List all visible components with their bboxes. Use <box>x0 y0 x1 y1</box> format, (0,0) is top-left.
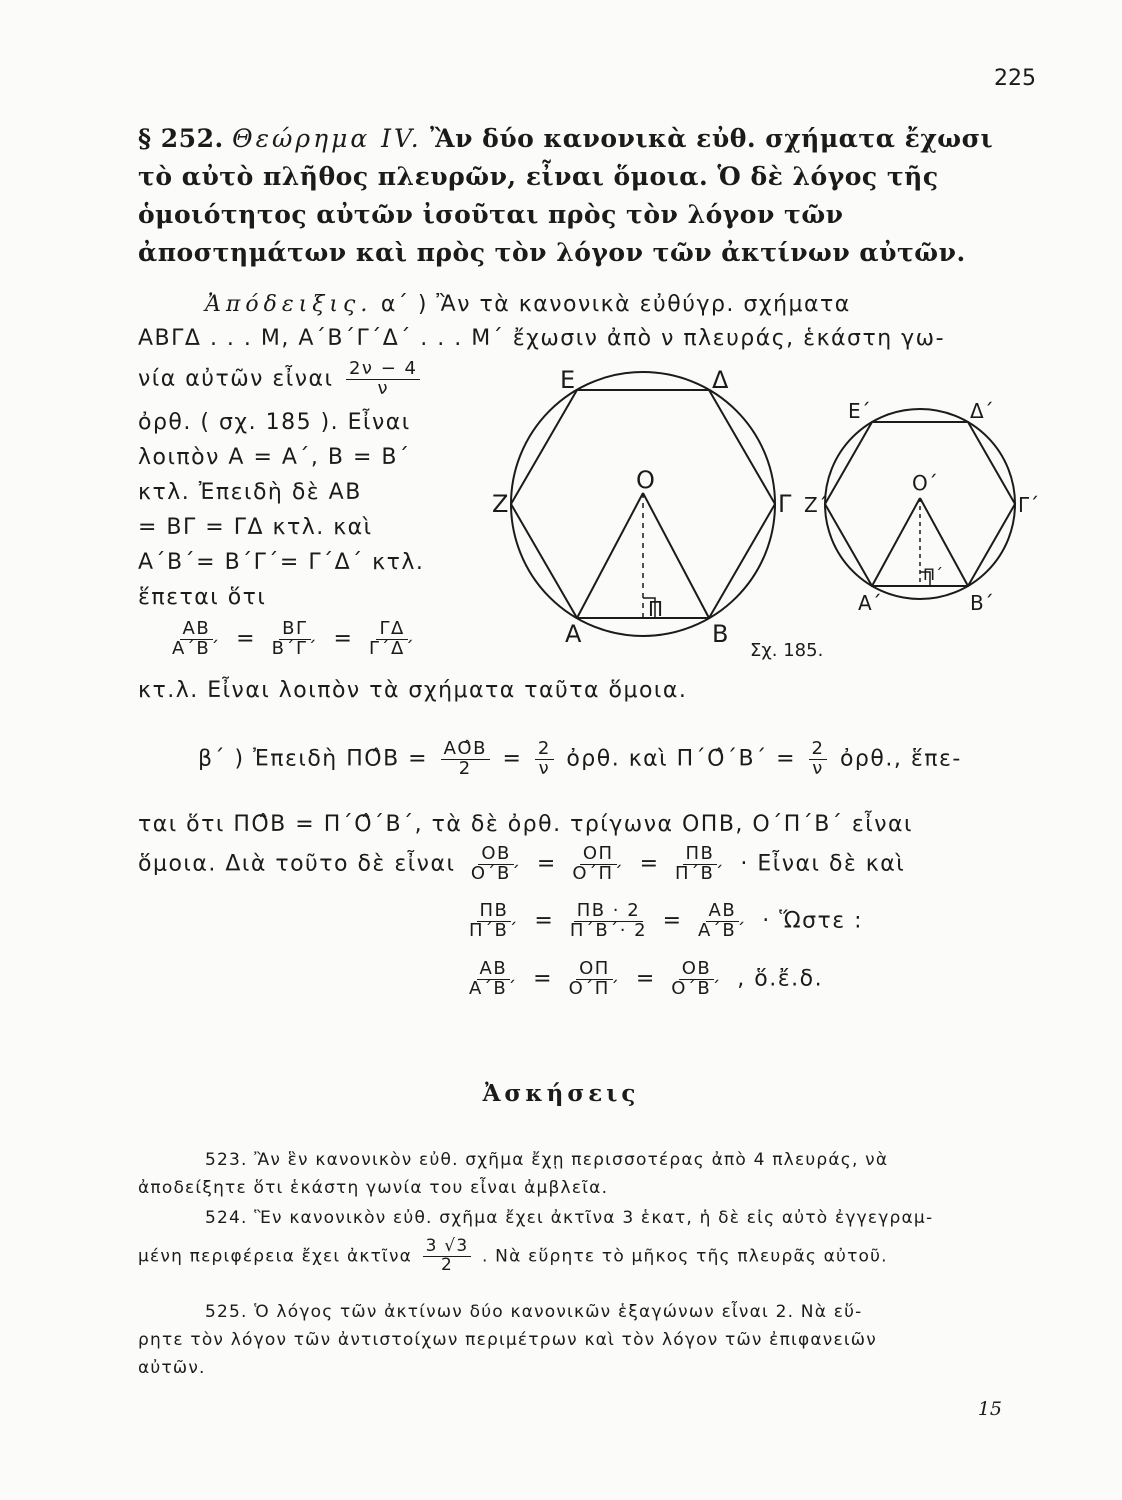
figure-caption: Σχ. 185. <box>750 640 824 661</box>
r1-1-num: ΟΒ <box>478 845 514 865</box>
proof-text-12: ὅμοια. Διὰ τοῦτο δὲ εἶναι <box>138 851 456 877</box>
large-radius-a <box>577 493 643 618</box>
theorem-label: Θεώρημα IV. <box>232 124 422 153</box>
radius-den: 2 <box>440 1254 454 1275</box>
eq-sign: = <box>635 966 656 992</box>
exercise-525-line-1: 525. Ὁ λόγος τῶν ἀκτίνων δύο κανονικῶν ἑξαγώνων εἶναι 2. Νὰ εὕ- <box>205 1302 863 1322</box>
proof-line-9: ἕπεται ὅτι <box>138 585 267 610</box>
beta-frac1-den: 2 <box>458 757 472 779</box>
r2-1-den: Π΄Β΄ <box>469 919 519 941</box>
label-P-prime: Π΄ <box>923 565 944 584</box>
beta-frac2-num: 2 <box>535 740 554 760</box>
label-E-prime: Ε΄ <box>848 399 871 423</box>
figure-185 <box>490 360 1050 650</box>
r1-2-num: ΟΠ <box>580 845 617 865</box>
proof-line-7: = ΒΓ = ΓΔ κτλ. καὶ <box>138 515 373 540</box>
r3-2-den: Ο΄Π΄ <box>568 977 621 999</box>
proof-line-10: κτ.λ. Εἶναι λοιπὸν τὰ σχήματα ταῦτα ὅμοια. <box>138 678 688 703</box>
page-number: 225 <box>994 66 1036 91</box>
r3-1-num: ΑΒ <box>477 960 511 980</box>
r2-2-den: Π΄Β΄· 2 <box>569 919 648 941</box>
exercise-524-text-b: . Νὰ εὕρητε τὸ μῆκος τῆς πλευρᾶς αὐτοῦ. <box>481 1246 888 1267</box>
exercise-524-line-1: 524. Ἓν κανονικὸν εὐθ. σχῆμα ἔχει ἀκτῖνα 3 ἑκατ, ἡ δὲ εἰς αὐτὸ ἐγγεγραμ- <box>205 1208 934 1228</box>
r1-3-den: Π΄Β΄ <box>675 862 725 884</box>
beta-frac2-den: ν <box>538 757 551 779</box>
signature-mark: 15 <box>977 1398 1002 1420</box>
theorem-statement <box>138 120 1008 272</box>
proof-line-2: ΑΒΓΔ . . . Μ, Α΄Β΄Γ΄Δ΄ . . . Μ΄ ἔχωσιν ἀπὸ ν πλευράς, ἑκάστη γω- <box>138 326 946 351</box>
r3-1-den: Α΄Β΄ <box>469 977 518 999</box>
ratio-2-num: ΒΓ <box>279 620 310 640</box>
proof-line-6: κτλ. Ἐπειδὴ δὲ ΑΒ <box>138 480 362 505</box>
proof-line-4: ὀρθ. ( σχ. 185 ). Εἶναι <box>138 410 411 435</box>
qed: , ὅ.ἔ.δ. <box>737 966 824 992</box>
proof-line-14 <box>462 960 823 999</box>
proof-line-11: ται ὅτι ΠΟ̂Β = Π΄Ο̂΄Β΄, τὰ δὲ ὀρθ. τρίγωνα ΟΠΒ, Ο΄Π΄Β΄ εἶναι <box>138 812 913 837</box>
eq-sign: = <box>533 966 554 992</box>
proof-line-8: Α΄Β΄= Β΄Γ΄= Γ΄Δ΄ κτλ. <box>138 550 425 575</box>
proof-line-12 <box>138 845 905 884</box>
beta-frac3-num: 2 <box>809 740 828 760</box>
section-number: § 252. <box>138 124 224 153</box>
r3-3-den: Ο΄Β΄ <box>671 977 722 999</box>
exercise-523-line-1: 523. Ἂν ἓν κανονικὸν εὐθ. σχῆμα ἔχῃ περισσοτέρας ἀπὸ 4 πλευράς, νὰ <box>205 1150 889 1170</box>
radius-num: 3 √3 <box>423 1238 472 1257</box>
proof-line-13 <box>462 902 863 941</box>
angle-fraction <box>346 360 420 399</box>
label-B-prime: Β΄ <box>970 591 994 615</box>
label-O-prime: Ο΄ <box>912 471 938 495</box>
exercise-524-text: μένη περιφέρεια ἔχει ἀκτῖνα <box>138 1246 413 1267</box>
small-hexagon <box>825 422 1015 586</box>
label-E: Ε <box>560 366 576 394</box>
angle-num: 2ν − 4 <box>346 360 420 380</box>
beta-frac1-num: ΑΟ̂Β <box>441 740 490 760</box>
r3-3-num: ΟΒ <box>679 960 715 980</box>
r2-3-den: Α΄Β΄ <box>698 919 747 941</box>
eq-sign: = <box>236 626 257 652</box>
proof-text-1: α΄ ) Ἂν τὰ κανονικὰ εὐθύγρ. σχήματα <box>380 292 851 317</box>
ratio-2-den: Β΄Γ΄ <box>271 637 318 659</box>
r1-2-den: Ο΄Π΄ <box>572 862 625 884</box>
r1-1-den: Ο΄Β΄ <box>470 862 522 884</box>
beta-frac3-den: ν <box>812 757 824 779</box>
ratio-1-den: Α΄Β΄ <box>172 637 221 659</box>
eq-sign: = <box>502 746 523 772</box>
r2-2-num: ΠΒ · 2 <box>574 902 644 922</box>
angle-den: ν <box>377 377 389 399</box>
label-G: Γ <box>778 490 792 518</box>
exercise-525-line-3: αὐτῶν. <box>138 1358 206 1378</box>
exercise-524-line-2 <box>138 1238 888 1275</box>
eq-sign: = <box>662 908 683 934</box>
proof-text-3: νία αὐτῶν εἶναι <box>138 366 334 392</box>
label-Z-prime: Ζ΄ <box>804 493 828 517</box>
label-O: Ο <box>636 466 655 494</box>
exercise-525-line-2: ρητε τὸν λόγον τῶν ἀντιστοίχων περιμέτρων καὶ τὸν λόγον τῶν ἐπιφανειῶν <box>138 1330 877 1350</box>
proof-beta-line <box>198 740 962 779</box>
r2-1-num: ΠΒ <box>477 902 512 922</box>
eq-sign: = <box>534 908 555 934</box>
label-P: Π <box>648 597 664 621</box>
small-radius-a <box>872 498 920 586</box>
beta-end: ὀρθ., ἕπε- <box>839 746 962 772</box>
proof-label: Ἀπόδειξις. <box>205 292 373 317</box>
ratio-3-den: Γ΄Δ΄ <box>368 637 416 659</box>
label-A-prime: Α΄ <box>858 591 882 615</box>
r3-2-num: ΟΠ <box>576 960 613 980</box>
ratio-3-num: ΓΔ <box>376 620 407 640</box>
eq-sign: = <box>333 626 354 652</box>
exercises-heading: Ἀσκήσεις <box>482 1080 640 1107</box>
proof-line-5: λοιπὸν Α = Α΄, Β = Β΄ <box>138 445 411 470</box>
label-B: Β <box>712 620 729 648</box>
exercise-523-line-2: ἀποδείξητε ὅτι ἑκάστη γωνία του εἶναι ἀμβλεῖα. <box>138 1178 609 1198</box>
beta-intro: β΄ ) Ἐπειδὴ ΠΟ̂Β = <box>198 746 429 772</box>
theorem-text: Ἂν δύο κανονικὰ εὐθ. σχήματα ἔχωσι τὸ αὐτὸ πλῆθος πλευρῶν, εἶναι ὅμοια. Ὁ δὲ λόγος τῆς ὁμοιότητος αὐτῶν ἰσοῦται πρὸς τὸν λόγον τῶν ἀποστημάτων καὶ πρὸς τὸν λόγον τῶν ἀκτίνων αὐτῶν. <box>138 124 994 267</box>
proof-line-1 <box>205 292 851 317</box>
beta-mid: ὀρθ. καὶ Π΄Ο̂΄Β΄ = <box>566 746 796 772</box>
ratio-row <box>165 620 422 659</box>
r1-3-num: ΠΒ <box>683 845 718 865</box>
label-Z: Ζ <box>492 490 509 518</box>
label-A: Α <box>565 620 582 648</box>
r2-3-num: ΑΒ <box>706 902 740 922</box>
ratio-1-num: ΑΒ <box>180 620 214 640</box>
proof-text-12b: · Εἶναι δὲ καὶ <box>740 851 906 877</box>
proof-text-13b: · Ὥστε : <box>762 908 864 934</box>
label-G-prime: Γ΄ <box>1018 493 1040 517</box>
label-D-prime: Δ΄ <box>970 399 994 423</box>
proof-line-3 <box>138 360 424 399</box>
eq-sign: = <box>639 851 660 877</box>
label-D: Δ <box>712 366 729 394</box>
eq-sign: = <box>536 851 557 877</box>
